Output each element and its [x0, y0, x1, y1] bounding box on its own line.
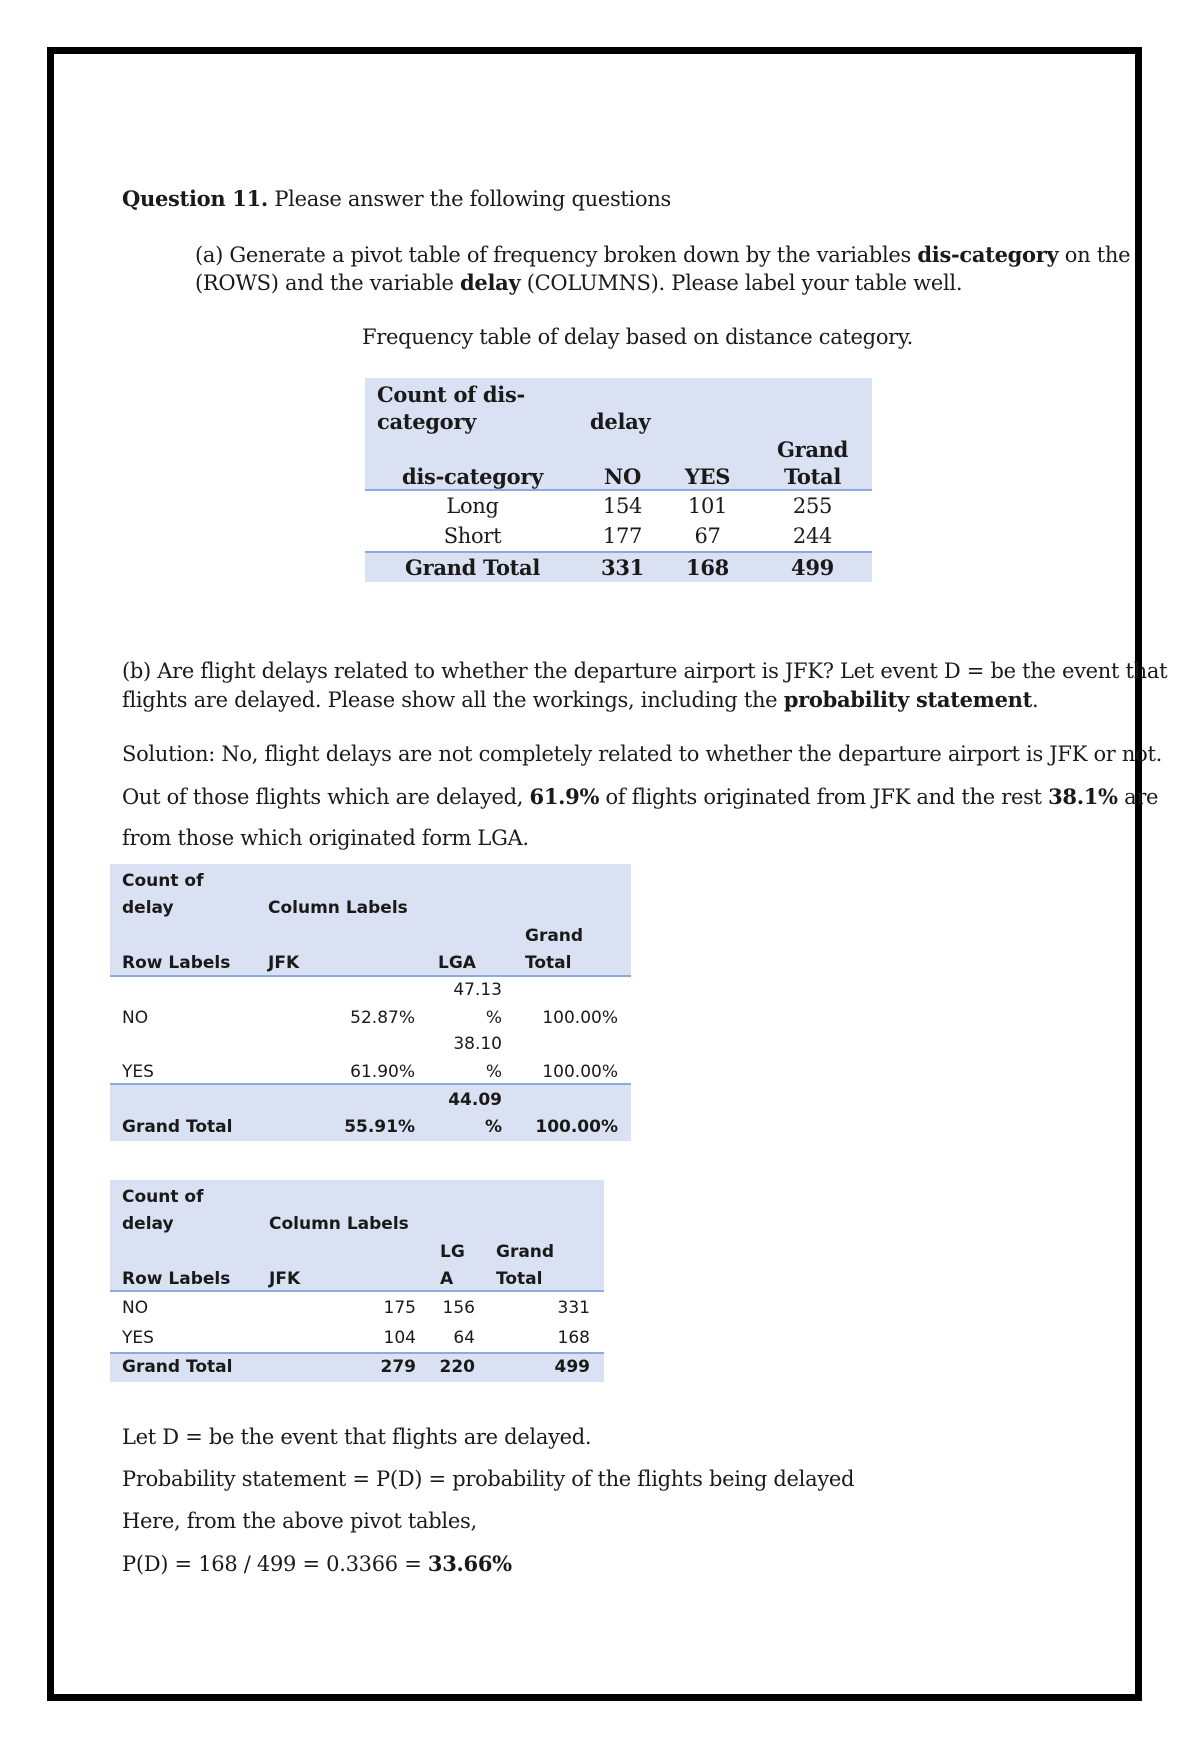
- solution-line-1: Solution: No, flight delays are not completely related to whether the departure airport is JFK or not.: [122, 742, 1162, 766]
- workings-line-2: Probability statement = P(D) = probability of the flights being delayed: [122, 1467, 855, 1491]
- solution-line-2: Out of those flights which are delayed, 61.9% of flights originated from JFK and the rest 38.1% are: [122, 784, 1159, 809]
- part-b-line-2: flights are delayed. Please show all the workings, including the probability statement.: [122, 687, 1039, 712]
- workings-line-1: Let D = be the event that flights are delayed.: [122, 1425, 592, 1449]
- question-heading: [122, 186, 671, 211]
- part-b-line-1: (b) Are flight delays related to whether the departure airport is JFK? Let event D = be the event that: [122, 659, 1168, 683]
- question-label: Question 11.: [122, 186, 268, 211]
- workings-line-3: Here, from the above pivot tables,: [122, 1509, 477, 1533]
- question-text: Please answer the following questions: [274, 187, 672, 211]
- part-a-line-2: (ROWS) and the variable delay (COLUMNS). Please label your table well.: [195, 270, 963, 295]
- solution-line-3: from those which originated form LGA.: [122, 826, 529, 850]
- part-a-line-1: (a) Generate a pivot table of frequency broken down by the variables dis-category on the: [195, 242, 1131, 267]
- table1-caption: Frequency table of delay based on distance category.: [362, 325, 914, 349]
- workings-line-4: P(D) = 168 / 499 = 0.3366 = 33.66%: [122, 1551, 512, 1576]
